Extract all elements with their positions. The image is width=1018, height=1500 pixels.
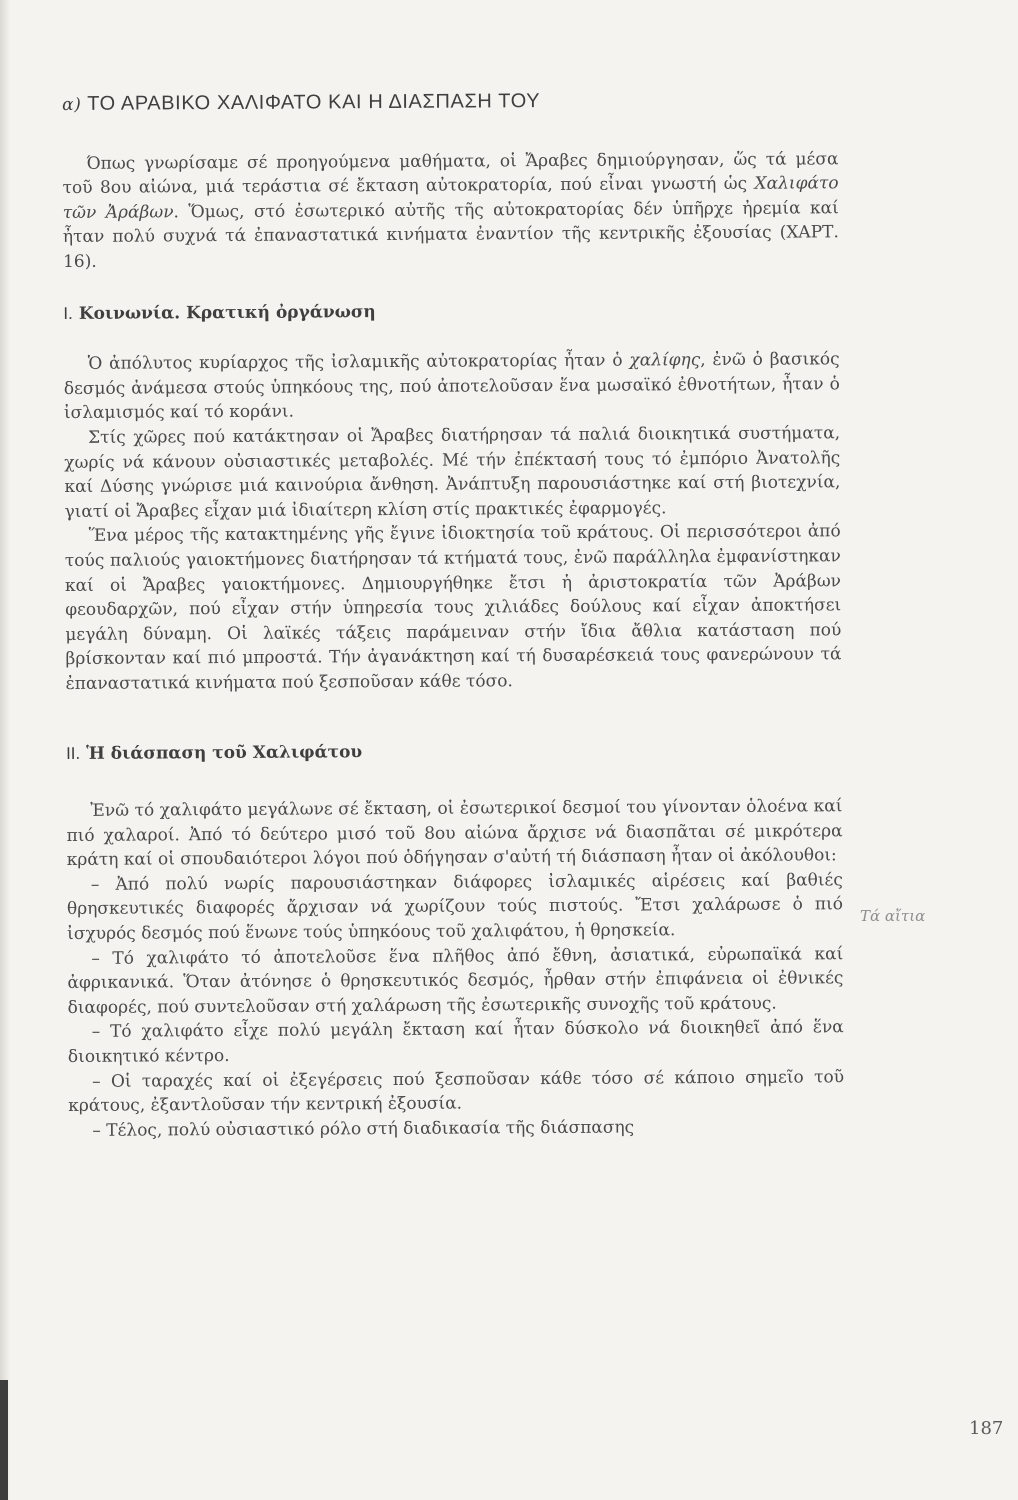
list-item: – Τό χαλιφάτο εἶχε πολύ μεγάλη ἔκταση καί ἦταν δύσκολο νά διοικηθεῖ ἀπό ἕνα διοικητικό κέντρο. xyxy=(67,1017,844,1067)
section1-p1-emphasis: χαλίφης xyxy=(629,350,701,371)
section1-paragraph-2: Στίς χῶρες πού κατάκτησαν οἱ Ἄραβες διατήρησαν τά παλιά διοικητικά συστήματα, χωρίς νά κάνουν οὐσιαστικές μεταβολές. Μέ τήν ἐπέκτασή τους τό ἐμπόριο Ἀνατολῆς καί Δύσης γνώρισε μιά καινούρια ἄνθηση. Ἀνάπτυξη παρουσιάστηκε καί στή βιοτεχνία, γιατί οἱ Ἄραβες εἶχαν μιά ἰδιαίτερη κλίση στίς πρακτικές ἐφαρμογές. xyxy=(64,423,841,522)
section-title-1: Κοινωνία. Κρατική ὀργάνωση xyxy=(78,301,376,324)
chapter-prefix: α) xyxy=(62,94,82,115)
margin-note: Τά αἴτια xyxy=(860,907,926,925)
section-title-2: Ἡ διάσπαση τοῦ Χαλιφάτου xyxy=(86,742,363,765)
section1-p1-before: Ὁ ἀπόλυτος κυρίαρχος τῆς ἰσλαμικῆς αὐτοκρατορίας ἦταν ὁ xyxy=(87,350,630,375)
section1-paragraph-3: Ἕνα μέρος τῆς κατακτημένης γῆς ἔγινε ἰδιοκτησία τοῦ κράτους. Οἱ περισσότεροι ἀπό τούς παλιούς γαιοκτήμονες διατήρησαν τά κτήματά τους, ἐνῶ παράλληλα ἐμφανίστηκαν καί οἱ Ἄραβες γαιοκτήμονες. Δημιουργήθηκε ἔτσι ἡ ἀριστοκρατία τῶν Ἀράβων φεουδαρχῶν, πού εἶχαν στήν ὑπηρεσία τους χιλιάδες δούλους καί εἶχαν ἀποκτήσει μεγάλη δύναμη. Οἱ λαϊκές τάξεις παράμειναν στήν ἴδια ἄθλια κατάσταση πού βρίσκονταν καί πιό μπροστά. Τήν ἀγανάκτηση καί τή δυσαρέσκειά τους φανερώνουν τά ἐπαναστατικά κινήματα πού ξεσποῦσαν κάθε τόσο. xyxy=(64,521,842,694)
page-edge-shadow xyxy=(0,0,10,1500)
list-item: – Τό χαλιφάτο τό ἀποτελοῦσε ἕνα πλῆθος ἀπό ἔθνη, ἀσιατικά, εὐρωπαϊκά καί ἀφρικανικά. Ὅταν ἀτόνησε ὁ θρησκευτικός δεσμός, ἦρθαν στήν ἐπιφάνεια οἱ ἐθνικές διαφορές, πού συντελοῦσαν στή χαλάρωση τῆς ἐσωτερικῆς συνοχῆς τοῦ κράτους. xyxy=(67,943,844,1018)
intro-text-before: Όπως γνωρίσαμε σέ προηγούμενα μαθήματα, οἱ Ἄραβες δημιούργησαν, ὥς τά μέσα τοῦ 8ου αἰώνα, μιά τεράστια σέ ἔκταση αὐτοκρατορία, πού εἶναι γνωστή ὡς xyxy=(62,148,839,199)
section2-intro: Ἐνῶ τό χαλιφάτο μεγάλωνε σέ ἔκταση, οἱ ἐσωτερικοί δεσμοί του γίνονταν ὁλοένα καί πιό χαλαροί. Ἀπό τό δεύτερο μισό τοῦ 8ου αἰώνα ἄρχισε νά διασπᾶται σέ μικρότερα κράτη καί οἱ σπουδαιότεροι λόγοι πού ὁδήγησαν σ'αὐτή τή διάσπαση ἦταν οἱ ἀκόλουθοι: xyxy=(66,796,843,871)
section-number-2: ΙΙ. xyxy=(65,744,81,764)
section-heading-1 xyxy=(63,297,839,326)
page-number: 187 xyxy=(969,1418,1004,1439)
page-content xyxy=(62,87,844,1143)
section-heading-2 xyxy=(66,738,842,767)
intro-text-after: . Ὅμως, στό ἐσωτερικό αὐτῆς τῆς αὐτοκρατορίας δέν ὑπῆρχε ἠρεμία καί ἦταν πολύ συχνά τά ἐπαναστατικά κινήματα ἐναντίον τῆς κεντρικῆς ἐξουσίας (ΧΑΡΤ. 16). xyxy=(62,198,839,272)
list-item: – Ἀπό πολύ νωρίς παρουσιάστηκαν διάφορες ἰσλαμικές αἱρέσεις καί βαθιές θρησκευτικές διαφορές ἄρχισαν νά χωρίζουν τούς πιστούς. Ἔτσι χαλάρωσε ὁ πιό ἰσχυρός δεσμός πού ἕνωνε τούς ὑπηκόους τοῦ χαλιφάτου, ἡ θρησκεία. xyxy=(66,870,844,945)
list-item: – Τέλος, πολύ οὐσιαστικό ρόλο στή διαδικασία τῆς διάσπασης xyxy=(92,1117,635,1141)
list-item: – Οἱ ταραχές καί οἱ ἐξεγέρσεις πού ξεσποῦσαν κάθε τόσο σέ κάποιο σημεῖο τοῦ κράτους, ἐξαντλοῦσαν τήν κεντρική ἐξουσία. xyxy=(68,1066,845,1117)
section-number-1: Ι. xyxy=(63,303,73,323)
intro-paragraph xyxy=(62,147,839,275)
intro-emphasis: Χαλιφάτο τῶν Ἀράβων xyxy=(62,173,839,223)
chapter-title-text: ΤΟ ΑΡΑΒΙΚΟ ΧΑΛΙΦΑΤΟ ΚΑΙ Η ΔΙΑΣΠΑΣΗ ΤΟΥ xyxy=(87,90,541,115)
page-edge-dark xyxy=(0,1380,8,1500)
section1-p1-after: , ἐνῶ ὁ βασικός δεσμός ἀνάμεσα στούς ὑπηκόους της, πού ἀποτελοῦσαν ἕνα μωσαϊκό ἐθνοτήτων, ἦταν ὁ ἰσλαμισμός καί τό κοράνι. xyxy=(63,349,840,424)
section1-paragraph-1 xyxy=(64,347,840,426)
chapter-title xyxy=(62,87,838,117)
